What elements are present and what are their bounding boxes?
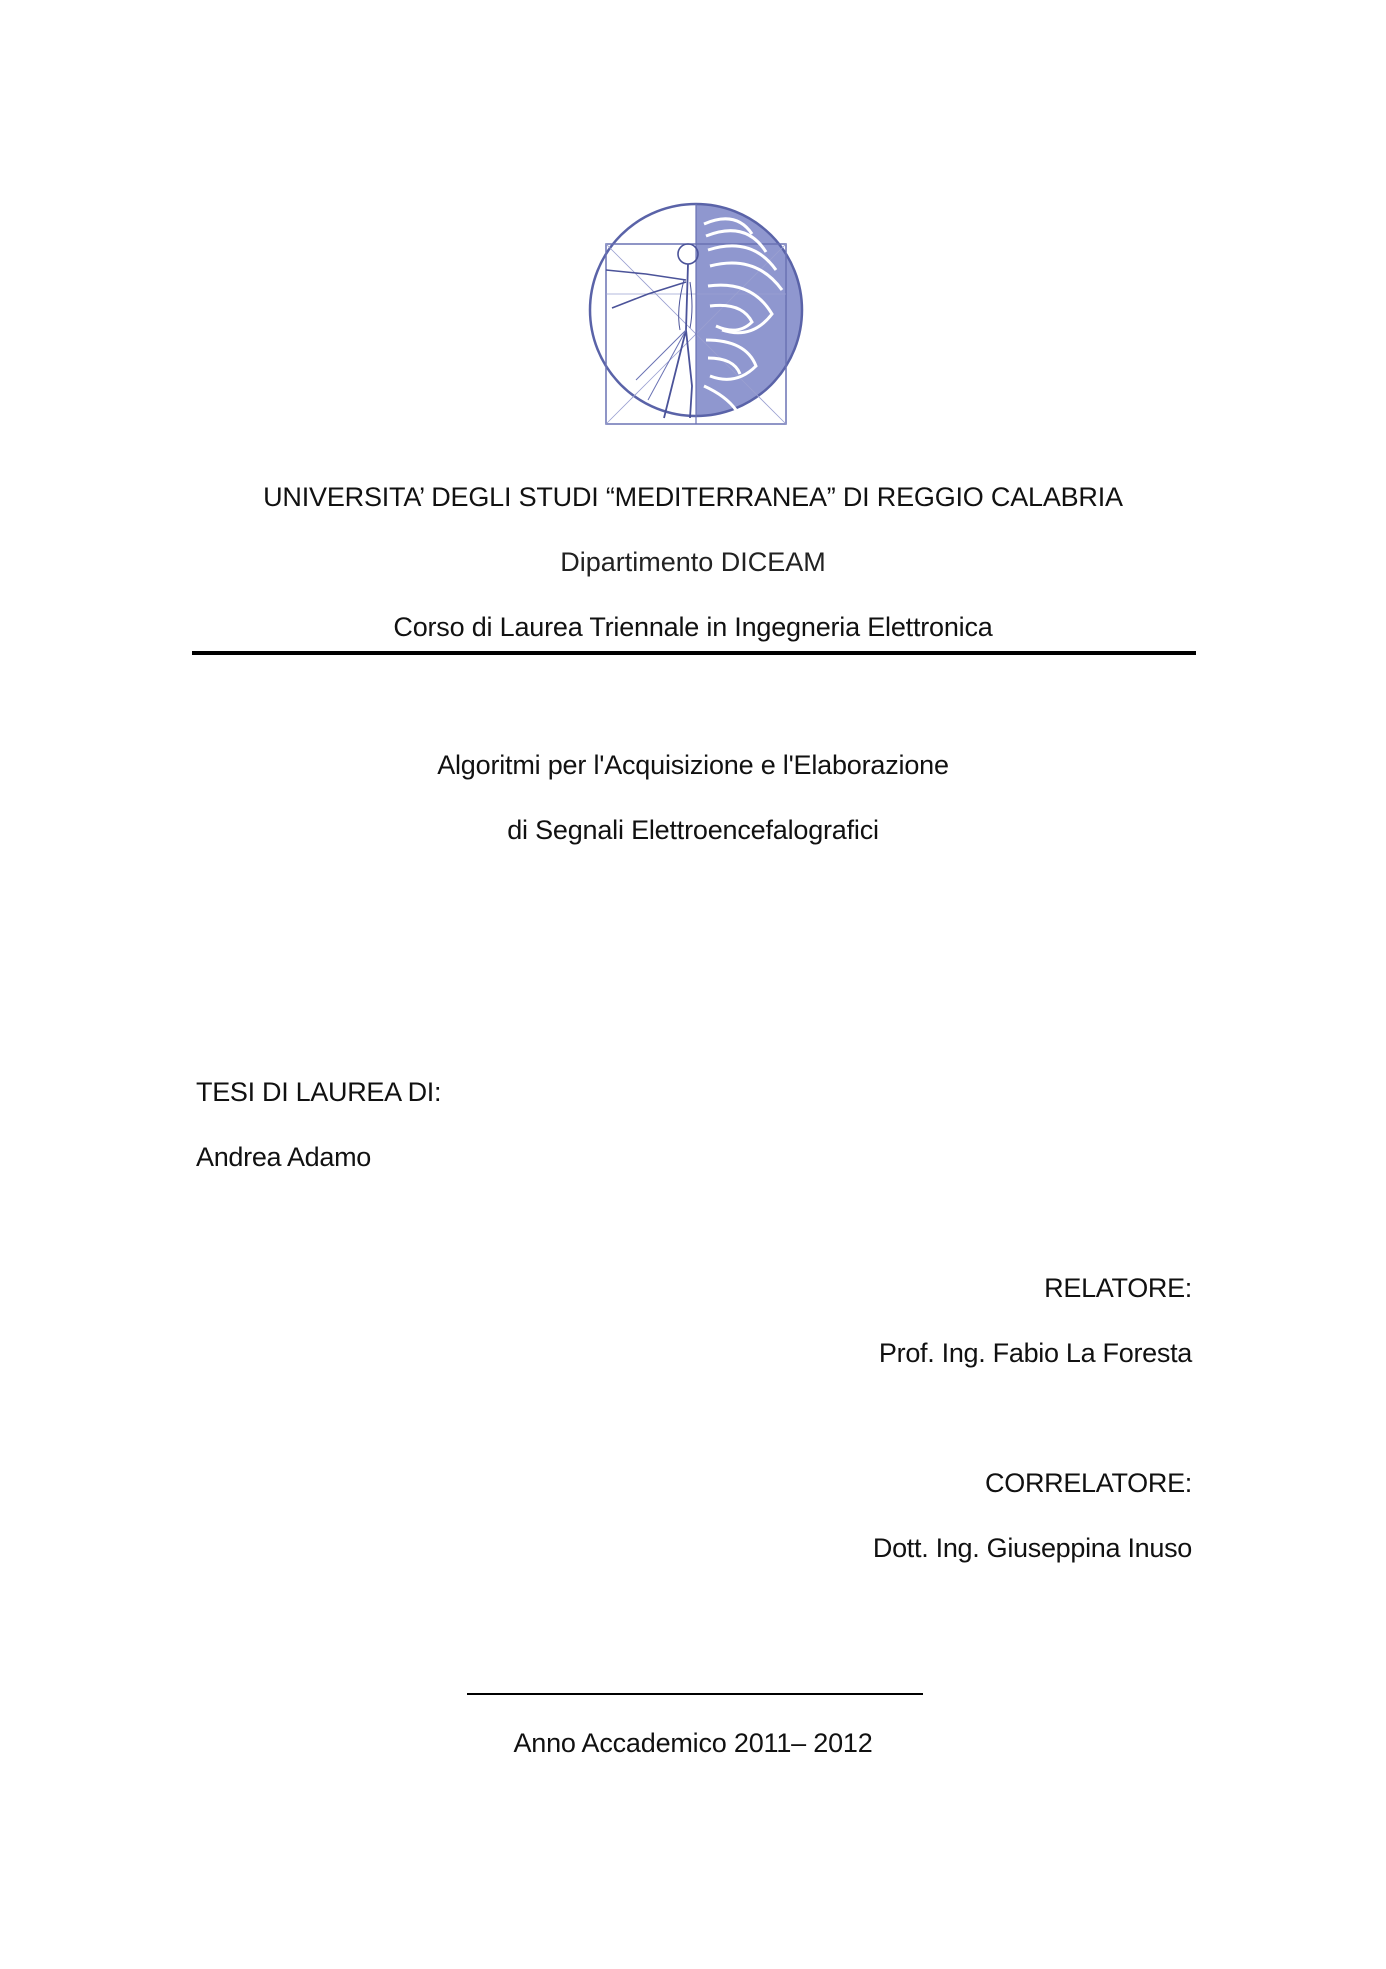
footer-divider [467, 1693, 923, 1695]
supervisor-name: Prof. Ing. Fabio La Foresta [878, 1338, 1192, 1368]
university-logo-icon [576, 190, 816, 430]
co-supervisor-label: CORRELATORE: [985, 1468, 1192, 1498]
course-name: Corso di Laurea Triennale in Ingegneria Elettronica [393, 612, 993, 642]
candidate-label: TESI DI LAUREA DI: [196, 1077, 442, 1107]
academic-year: Anno Accademico 2011– 2012 [513, 1728, 873, 1758]
candidate-name: Andrea Adamo [196, 1142, 372, 1172]
thesis-title-line-1: Algoritmi per l'Acquisizione e l'Elaborazione [437, 750, 949, 780]
header-divider [192, 651, 1196, 655]
co-supervisor-name: Dott. Ing. Giuseppina Inuso [872, 1533, 1192, 1563]
department-name: Dipartimento DICEAM [560, 547, 826, 577]
supervisor-label: RELATORE: [1044, 1273, 1192, 1303]
thesis-title-line-2: di Segnali Elettroencefalografici [507, 815, 879, 845]
university-name: UNIVERSITA’ DEGLI STUDI “MEDITERRANEA” DI REGGIO CALABRIA [263, 482, 1123, 512]
